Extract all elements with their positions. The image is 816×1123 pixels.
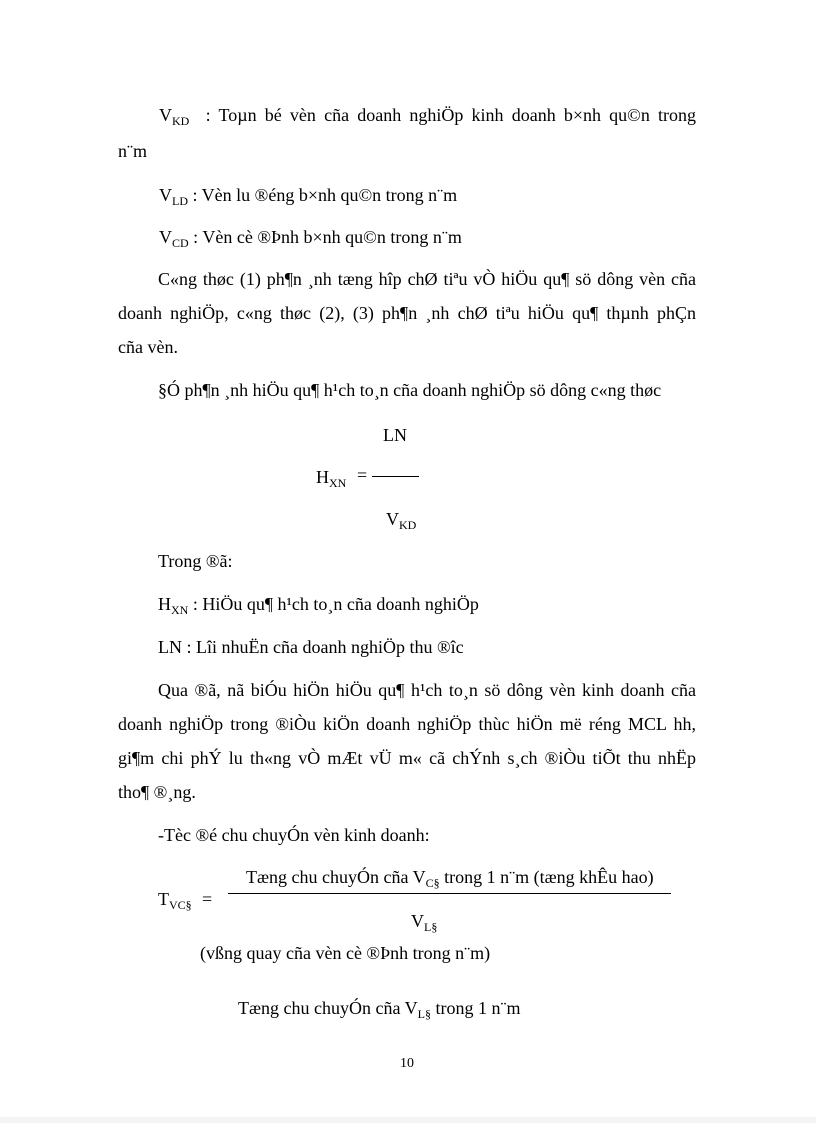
formula2-equals: =: [202, 889, 213, 909]
para3-line4: tho¶ ®¸ng.: [118, 782, 196, 802]
para1-line3: cña vèn.: [118, 337, 178, 357]
formula2-lhs: $T_{VC\S}$: [158, 889, 192, 912]
para2: §Ó ph¶n ¸nh hiÖu qu¶ h¹ch to¸n cña doanh nghiÖp sö dông c«ng thøc: [158, 380, 662, 400]
page-number: 10: [400, 1056, 414, 1071]
formula2-numerator: Tæng chu chuyÓn cña $V_{C\S}$ trong 1 n¨m (tæng khÊu hao): [246, 867, 654, 890]
vkd-definition: : Toµn bé vèn cña doanh nghiÖp kinh doanh b×nh qu©n trong: [205, 105, 697, 125]
para1-line1: C«ng thøc (1) ph¶n ¸nh tæng hîp chØ tiªu vÒ hiÖu qu¶ sö dông vèn cña: [158, 269, 696, 289]
def-vkd-line: [118, 104, 696, 126]
para1-line2: doanh nghiÖp, c«ng thøc (2), (3) ph¶n ¸nh chØ tiªu hiÖu qu¶ thµnh phÇn: [118, 303, 696, 323]
speed-heading: -Tèc ®é chu chuyÓn vèn kinh doanh:: [158, 825, 430, 845]
vcd-symbol: $V_{CD}$: [159, 227, 189, 250]
formula2-note: (vßng quay cña vèn cè ®Þnh trong n¨m): [200, 943, 491, 963]
para3-line3: gi¶m chi phÝ lu th«ng vÒ mÆt vÜ m« cã chÝnh s¸ch ®iÒu tiÕt thu nhËp: [118, 748, 696, 768]
vld-definition: : Vèn lu ®éng b×nh qu©n trong n¨m: [192, 185, 458, 205]
def-vkd-continuation: n¨m: [118, 141, 147, 161]
def-vcd-line: [159, 226, 462, 248]
formula3-numerator: Tæng chu chuyÓn cña $V_{L\S}$ trong 1 n¨m: [238, 998, 521, 1021]
formula1-fraction-bar: [372, 476, 419, 477]
formula1-lhs: $H_{XN}$: [316, 467, 347, 490]
formula2-fraction-bar: [228, 893, 671, 894]
page-bottom-edge: [0, 1117, 816, 1123]
def-ln-line: LN : Lîi nhuËn cña doanh nghiÖp thu ®îc: [158, 637, 464, 657]
def-vld-line: [159, 184, 457, 206]
trong-do-label: Trong ®ã:: [158, 551, 233, 571]
formula2-denominator: $V_{L\S}$: [411, 911, 438, 934]
formula1-denominator: $V_{KD}$: [386, 509, 417, 532]
vkd-symbol: $V_{KD}$: [159, 105, 190, 128]
formula1-equals: =: [357, 465, 368, 485]
para3-line1: Qua ®ã, nã biÓu hiÖn hiÖu qu¶ h¹ch to¸n sö dông vèn kinh doanh cña: [158, 680, 696, 700]
formula1-numerator: LN: [383, 425, 407, 445]
vld-symbol: $V_{LD}$: [159, 185, 188, 208]
def-hxn-line: [158, 593, 479, 615]
hxn-definition: : HiÖu qu¶ h¹ch to¸n cña doanh nghiÖp: [192, 594, 479, 614]
hxn-symbol: $H_{XN}$: [158, 594, 189, 617]
vcd-definition: : Vèn cè ®Þnh b×nh qu©n trong n¨m: [193, 227, 462, 247]
para3-line2: doanh nghiÖp trong ®iÒu kiÖn doanh nghiÖp thùc hiÖn më réng MCL hh,: [118, 714, 696, 734]
